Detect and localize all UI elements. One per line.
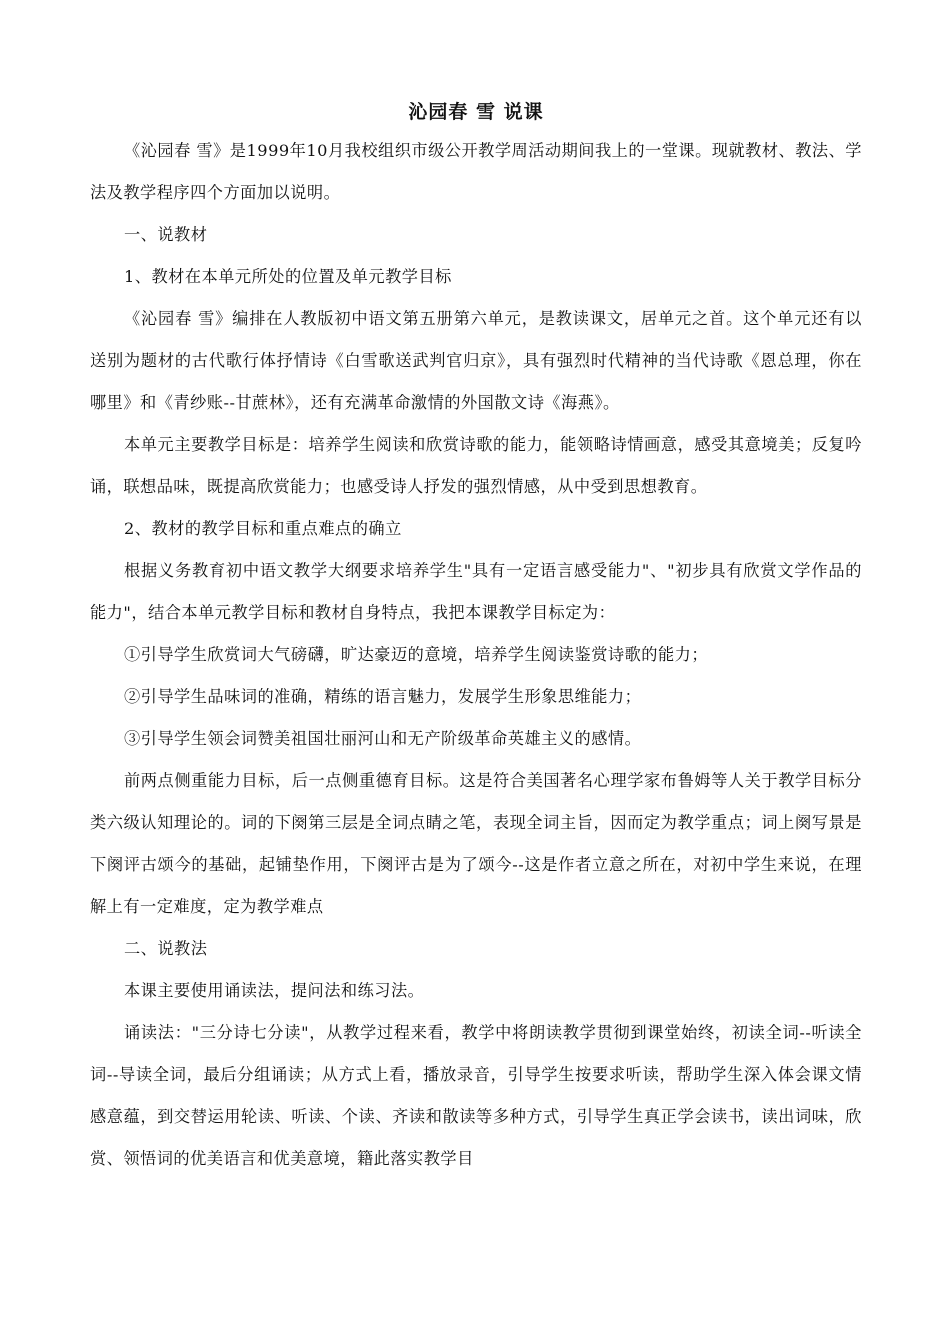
section-heading-methods: 二、说教法 xyxy=(124,939,208,958)
intro-paragraph: 《沁园春 雪》是1999年10月我校组织市级公开教学周活动期间我上的一堂课。现就教材、教法、学法及教学程序四个方面加以说明。 xyxy=(90,141,862,202)
section-heading-textbook: 一、说教材 xyxy=(124,225,208,244)
document-title: 沁园春 雪 说课 xyxy=(408,101,544,123)
body-paragraph: 《沁园春 雪》编排在人教版初中语文第五册第六单元，是教读课文，居单元之首。这个单元还有以送别为题材的古代歌行体抒情诗《白雪歌送武判官归京》，具有强烈时代精神的当代诗歌《恩总理，你在哪里》和《青纱账--甘蔗林》，还有充满革命激情的外国散文诗《海燕》。 xyxy=(90,309,862,412)
goal-item: ②引导学生品味词的准确，精练的语言魅力，发展学生形象思维能力； xyxy=(124,687,642,706)
goal-item: ③引导学生领会词赞美祖国壮丽河山和无产阶级革命英雄主义的感情。 xyxy=(124,729,642,748)
body-paragraph: 本课主要使用诵读法，提问法和练习法。 xyxy=(124,981,425,1000)
goal-item: ①引导学生欣赏词大气磅礴，旷达豪迈的意境，培养学生阅读鉴赏诗歌的能力； xyxy=(124,645,709,664)
document-page xyxy=(90,94,862,1180)
body-paragraph: 本单元主要教学目标是：培养学生阅读和欣赏诗歌的能力，能领略诗情画意，感受其意境美；反复吟诵，联想品味，既提高欣赏能力；也感受诗人抒发的强烈情感，从中受到思想教育。 xyxy=(90,435,862,496)
subsection-heading-goals: 2、教材的教学目标和重点难点的确立 xyxy=(124,519,402,538)
body-paragraph: 前两点侧重能力目标，后一点侧重德育目标。这是符合美国著名心理学家布鲁姆等人关于教学目标分类六级认知理论的。词的下阕第三层是全词点睛之笔，表现全词主旨，因而定为教学重点；词上阕写景是下阕评古颂今的基础，起铺垫作用，下阕评古是为了颂今--这是作者立意之所在，对初中学生来说，在理解上有一定难度，定为教学难点 xyxy=(90,771,862,916)
subsection-heading-position: 1、教材在本单元所处的位置及单元教学目标 xyxy=(124,267,452,286)
body-paragraph: 诵读法："三分诗七分读"，从教学过程来看，教学中将朗读教学贯彻到课堂始终，初读全词--听读全词--导读全词，最后分组诵读；从方式上看，播放录音，引导学生按要求听读，帮助学生深入体会课文情感意蕴，到交替运用轮读、听读、个读、齐读和散读等多种方式，引导学生真正学会读书，读出词味，欣赏、领悟词的优美语言和优美意境，籍此落实教学目 xyxy=(90,1023,862,1168)
body-paragraph: 根据义务教育初中语文教学大纲要求培养学生"具有一定语言感受能力"、"初步具有欣赏文学作品的能力"，结合本单元教学目标和教材自身特点，我把本课教学目标定为： xyxy=(90,561,862,622)
